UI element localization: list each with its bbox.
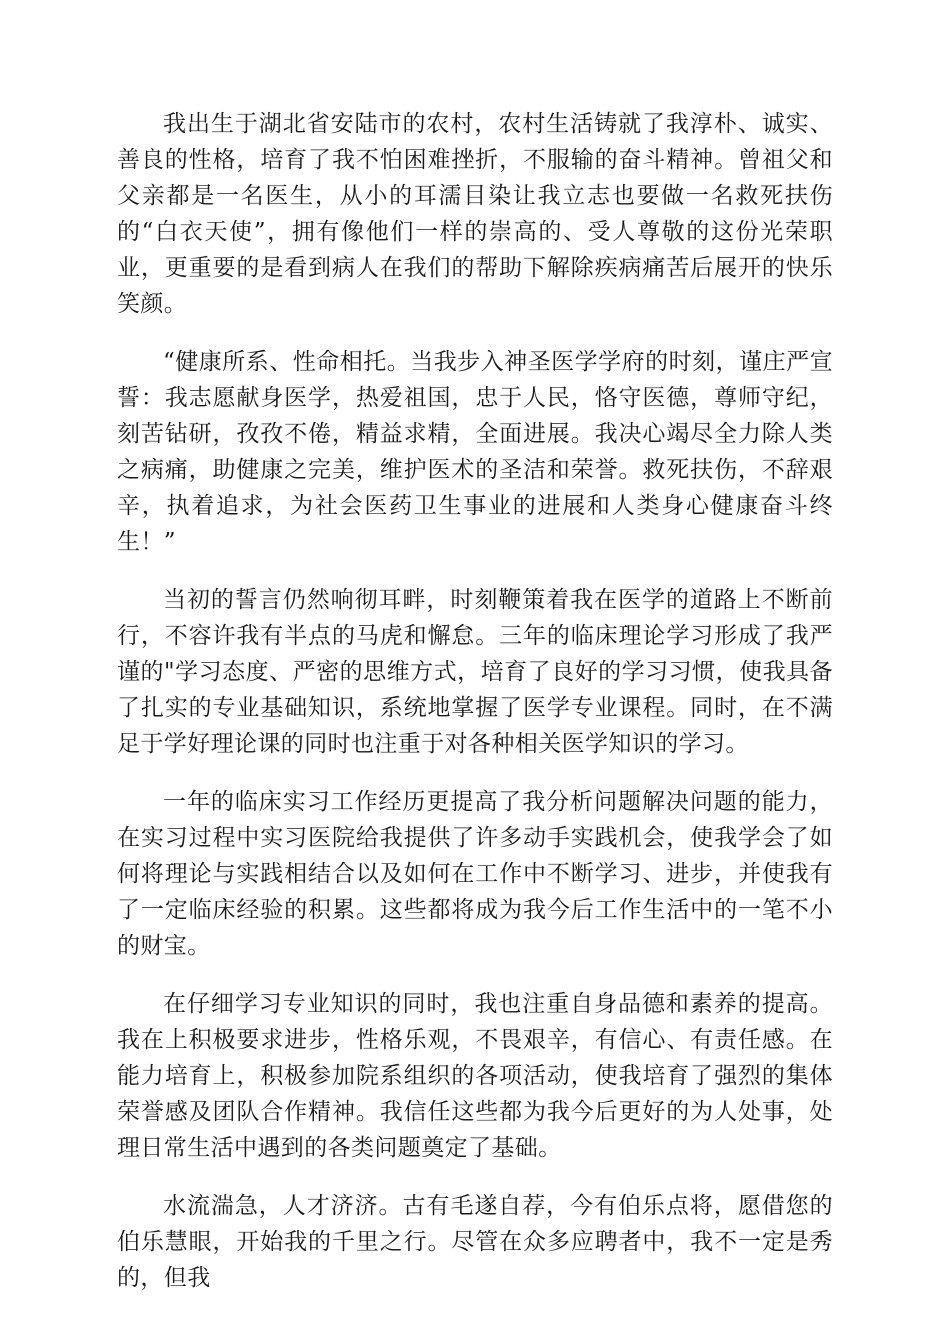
document-page: [117, 106, 833, 1318]
paragraph-oath: “健康所系、性命相托。当我步入神圣医学学府的时刻，谨庄严宣誓：我志愿献身医学，热爱祖国，忠于人民，恪守医德，尊师守纪，刻苦钻研，孜孜不倦，精益求精，全面进展。我决心竭尽全力除人类之病痛，助健康之完美，维护医术的圣洁和荣誉。救死扶伤，不辞艰辛，执着追求，为社会医药卫生事业的进展和人类身心健康奋斗终生！”: [117, 349, 833, 555]
paragraph-closing: 水流湍急，人才济济。古有毛遂自荐，今有伯乐点将，愿借您的伯乐慧眼，开始我的千里之行。尽管在众多应聘者中，我不一定是秀的，但我: [117, 1193, 833, 1291]
paragraph-background: 我出生于湖北省安陆市的农村，农村生活铸就了我淳朴、诚实、善良的性格，培育了我不怕困难挫折，不服输的奋斗精神。曾祖父和父亲都是一名医生，从小的耳濡目染让我立志也要做一名救死扶伤的“白衣天使”，拥有像他们一样的崇高的、受人尊敬的这份光荣职业，更重要的是看到病人在我们的帮助下解除疾病痛苦后展开的快乐笑颜。: [117, 111, 833, 317]
paragraph-study: 当初的誓言仍然响彻耳畔，时刻鞭策着我在医学的道路上不断前行，不容许我有半点的马虎和懈怠。三年的临床理论学习形成了我严谨的"学习态度、严密的思维方式，培育了良好的学习习惯，使我具备了扎实的专业基础知识，系统地掌握了医学专业课程。同时，在不满足于学好理论课的同时也注重于对各种相关医学知识的学习。: [117, 587, 833, 757]
paragraph-internship: 一年的临床实习工作经历更提高了我分析问题解决问题的能力，在实习过程中实习医院给我提供了许多动手实践机会，使我学会了如何将理论与实践相结合以及如何在工作中不断学习、进步，并使我有了一定临床经验的积累。这些都将成为我今后工作生活中的一笔不小的财宝。: [117, 789, 833, 959]
paragraph-character: 在仔细学习专业知识的同时，我也注重自身品德和素养的提高。我在上积极要求进步，性格乐观，不畏艰辛，有信心、有责任感。在能力培育上，积极参加院系组织的各项活动，使我培育了强烈的集体荣誉感及团队合作精神。我信任这些都为我今后更好的为人处事，处理日常生活中遇到的各类问题奠定了基础。: [117, 991, 833, 1161]
